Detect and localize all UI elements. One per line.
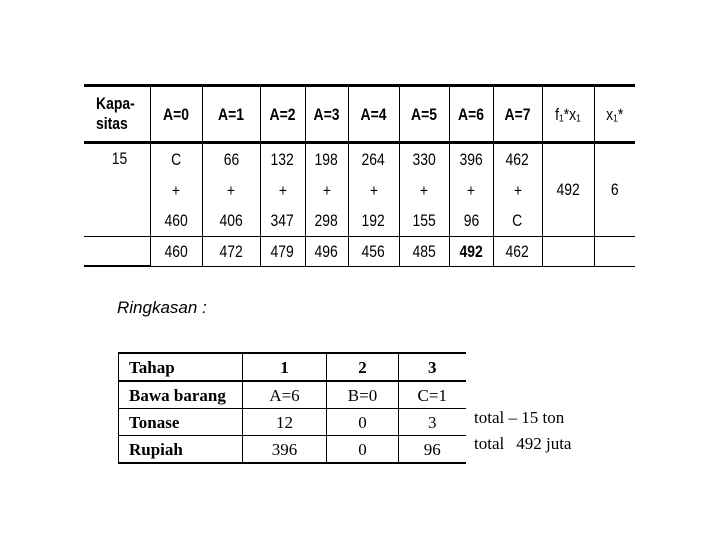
total-fx-empty <box>542 237 594 267</box>
cell-a2: 132 + 347 <box>260 143 305 237</box>
header-a4: A=4 <box>353 86 395 143</box>
summary-row-bawa-barang <box>119 381 466 409</box>
summary-header-3: 3 <box>399 353 466 381</box>
summary-cell: 0 <box>327 409 399 436</box>
total-a4: 456 <box>348 237 399 267</box>
summary-row-rupiah <box>119 436 466 464</box>
summary-cell: A=6 <box>243 381 327 409</box>
summary-header-2: 2 <box>327 353 399 381</box>
ringkasan-label: Ringkasan : <box>117 298 207 317</box>
summary-cell: B=0 <box>327 381 399 409</box>
cell-a6: 396 + 96 <box>449 143 493 237</box>
note-total-tonase: total – 15 ton <box>474 408 565 427</box>
total-x1-empty <box>594 237 635 267</box>
total-a6: 492 <box>449 237 493 267</box>
header-a5: A=5 <box>404 86 445 143</box>
summary-cell: 12 <box>243 409 327 436</box>
header-a1: A=1 <box>207 86 255 143</box>
total-blank-cell <box>84 237 150 267</box>
cell-a5: 330 + 155 <box>399 143 449 237</box>
dp-value-row <box>84 143 635 237</box>
fx-value: 492 <box>542 143 594 237</box>
note-rupiah-prefix: total <box>474 434 505 453</box>
summary-row-label: Tonase <box>119 409 243 436</box>
x1-value: 6 <box>594 143 635 237</box>
summary-row-label: Rupiah <box>119 436 243 464</box>
total-a1: 472 <box>202 237 260 267</box>
header-a2: A=2 <box>264 86 301 143</box>
summary-cell: 96 <box>399 436 466 464</box>
header-a0: A=0 <box>155 86 198 143</box>
header-kapasitas-line1: Kapa- <box>96 94 135 113</box>
header-x1: x₁* <box>598 86 632 143</box>
header-a3: A=3 <box>309 86 344 143</box>
total-a0: 460 <box>150 237 202 267</box>
kapasitas-value: 15 <box>111 149 128 168</box>
cell-a0: C + 460 <box>150 143 202 237</box>
cell-a1: 66 + 406 <box>202 143 260 237</box>
note-rupiah-value: 492 juta <box>516 434 572 453</box>
header-fx: f₁*x₁ <box>547 86 590 143</box>
cell-a7: 462 + C <box>493 143 542 237</box>
total-a2: 479 <box>260 237 305 267</box>
header-kapasitas-line2: sitas <box>96 114 128 133</box>
summary-header-row <box>119 353 466 381</box>
header-kapasitas <box>84 86 150 143</box>
note-total-rupiah <box>474 434 571 454</box>
summary-cell: 396 <box>243 436 327 464</box>
summary-cell: 0 <box>327 436 399 464</box>
summary-header-1: 1 <box>243 353 327 381</box>
cell-a3: 198 + 298 <box>305 143 348 237</box>
dp-table <box>84 84 635 267</box>
cell-a4: 264 + 192 <box>348 143 399 237</box>
total-a5: 485 <box>399 237 449 267</box>
total-a7: 462 <box>493 237 542 267</box>
summary-table <box>118 352 466 464</box>
summary-header-tahap: Tahap <box>119 353 243 381</box>
header-a6: A=6 <box>453 86 489 143</box>
summary-row-tonase <box>119 409 466 436</box>
total-a3: 496 <box>305 237 348 267</box>
summary-cell: 3 <box>399 409 466 436</box>
dp-header-row <box>84 86 635 143</box>
header-a7: A=7 <box>497 86 537 143</box>
summary-row-label: Bawa barang <box>119 381 243 409</box>
dp-total-row <box>84 237 635 267</box>
summary-cell: C=1 <box>399 381 466 409</box>
